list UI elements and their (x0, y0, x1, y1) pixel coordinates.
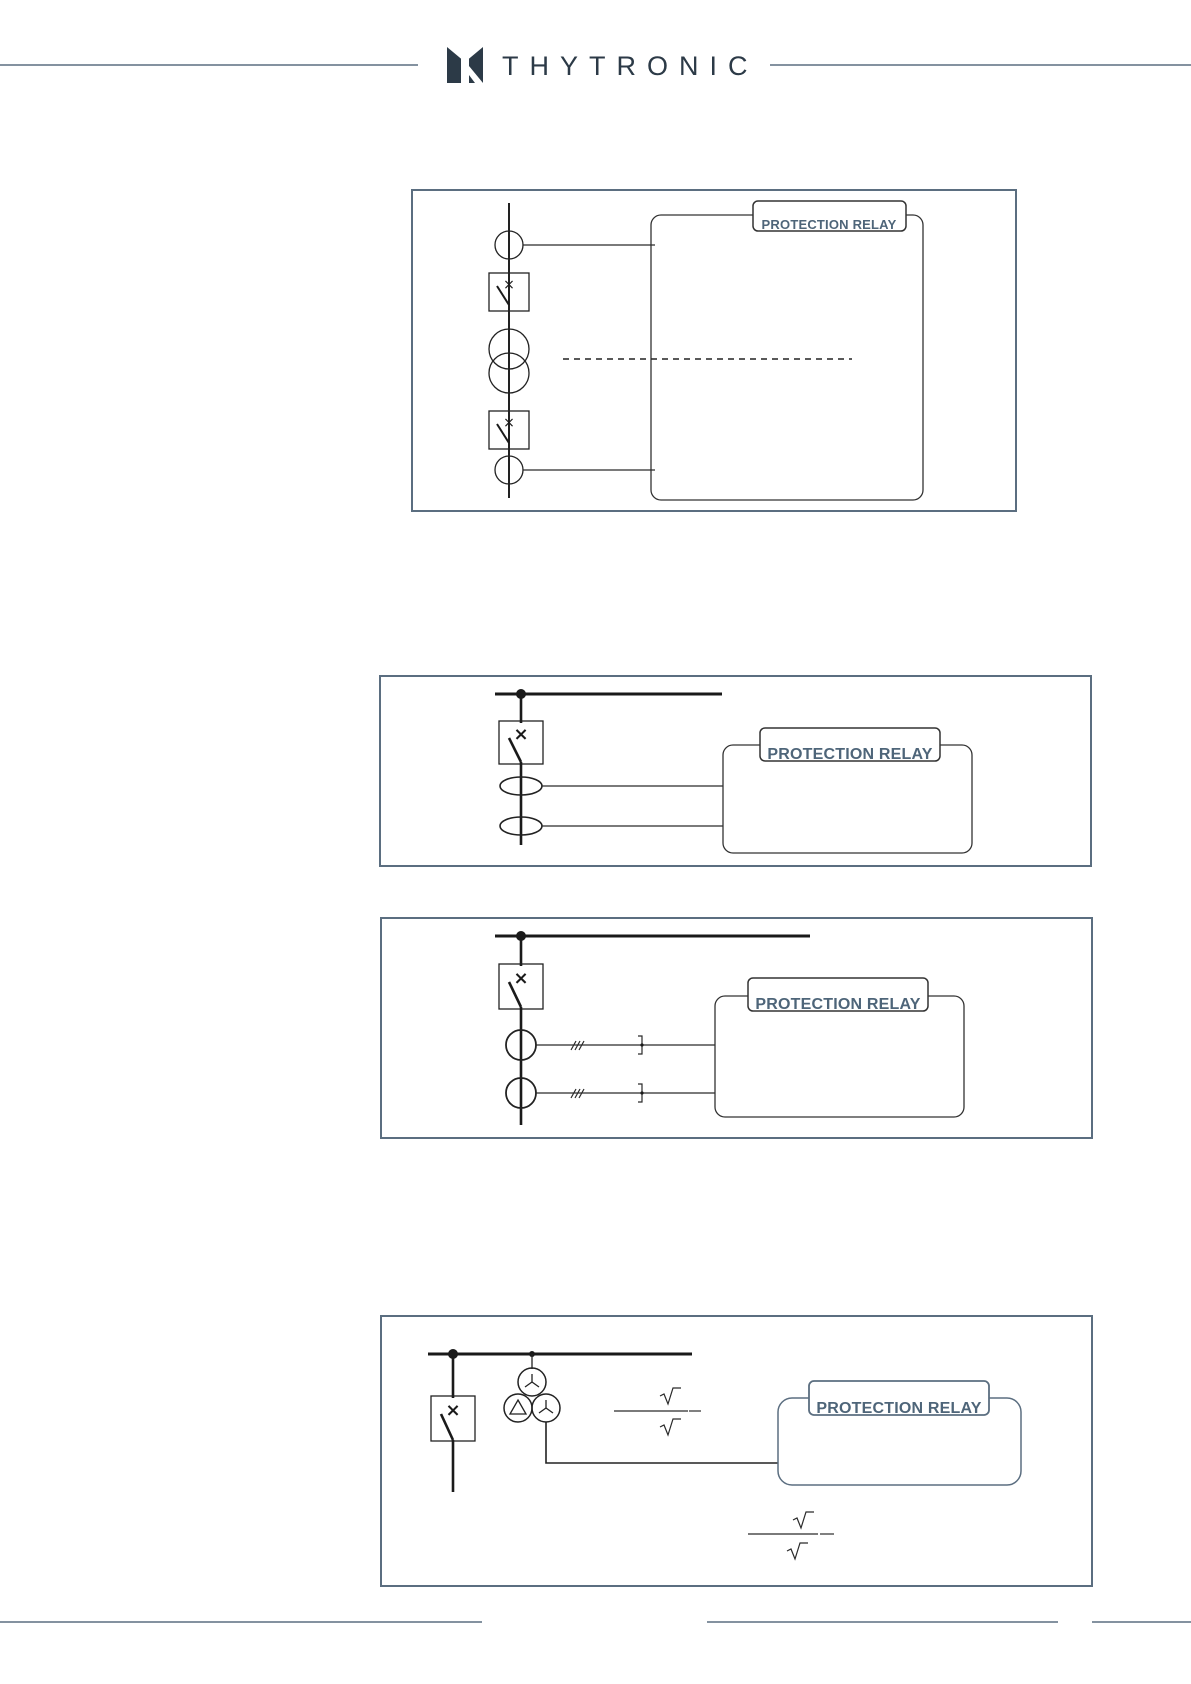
page-header (0, 47, 1191, 83)
star-icon (525, 1374, 539, 1387)
star-icon (539, 1400, 553, 1413)
three-phase-mark (571, 1089, 584, 1098)
breaker-cross: × (503, 415, 515, 431)
three-phase-mark (571, 1041, 584, 1050)
brand-name: THYTRONIC (502, 51, 759, 81)
relay-body (715, 996, 964, 1117)
relay-label: PROTECTION RELAY (816, 1400, 982, 1417)
sqrt-icon (660, 1388, 681, 1404)
vt-ratio-upper (614, 1388, 701, 1435)
breaker-cross: × (513, 968, 529, 989)
breaker-cross: × (503, 277, 515, 293)
breaker-cross: × (445, 1400, 461, 1421)
vt-delta-winding (504, 1394, 532, 1422)
diagram-transformer-differential (412, 190, 1016, 511)
relay-label: PROTECTION RELAY (755, 996, 921, 1013)
relay-body (651, 215, 923, 500)
breaker-cross: × (513, 724, 529, 745)
diagram-residual-ct (381, 918, 1092, 1138)
vt-ratio-lower (748, 1512, 834, 1559)
diagram-voltage-transformer (381, 1316, 1092, 1586)
delta-icon (510, 1400, 526, 1414)
summation-dot (640, 1043, 643, 1046)
relay-label: PROTECTION RELAY (767, 746, 933, 763)
summation-dot (640, 1091, 643, 1094)
thytronic-logo-icon (447, 47, 483, 83)
relay-label: PROTECTION RELAY (761, 217, 897, 232)
diagram-core-balance-ct (380, 676, 1091, 866)
three-winding-vt (504, 1354, 794, 1463)
sqrt-icon (787, 1543, 808, 1559)
sqrt-icon (660, 1419, 681, 1435)
sqrt-icon (793, 1512, 814, 1528)
